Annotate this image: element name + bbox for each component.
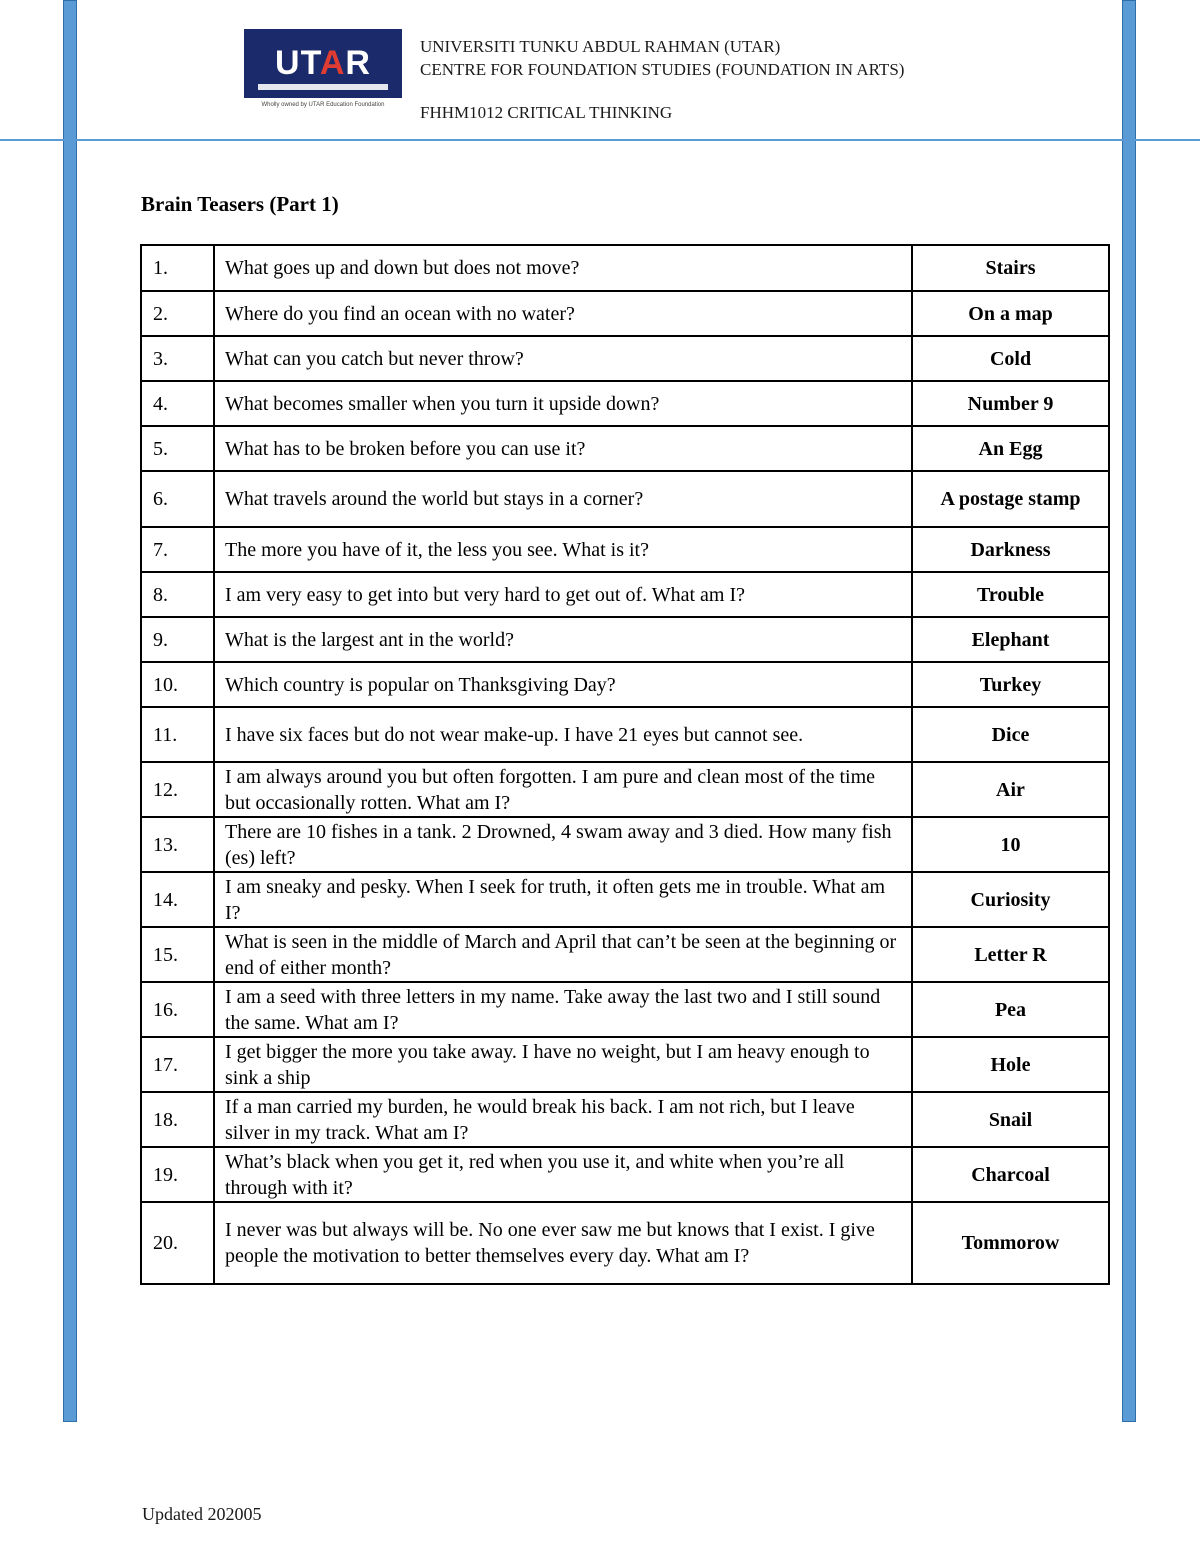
logo-caption	[244, 101, 402, 109]
row-number: 3.	[141, 336, 214, 381]
question-cell: What becomes smaller when you turn it upside down?	[214, 381, 912, 426]
row-number: 9.	[141, 617, 214, 662]
logo-text-end: R	[345, 44, 371, 82]
updated-footer: Updated 202005	[142, 1504, 262, 1524]
answer-cell: Dice	[912, 707, 1109, 762]
row-number: 17.	[141, 1037, 214, 1092]
frame-left-bar	[63, 0, 77, 1422]
logo-caption-line: Wholly owned by UTAR Education Foundation	[261, 102, 385, 108]
answer-cell: Curiosity	[912, 872, 1109, 927]
row-number: 18.	[141, 1092, 214, 1147]
question-cell: What travels around the world but stays in a corner?	[214, 471, 912, 527]
question-cell: What goes up and down but does not move?	[214, 245, 912, 291]
question-cell: What has to be broken before you can use it?	[214, 426, 912, 471]
header-divider	[0, 139, 1200, 141]
question-cell: The more you have of it, the less you see. What is it?	[214, 527, 912, 572]
table-row	[141, 245, 1109, 291]
row-number: 13.	[141, 817, 214, 872]
question-cell: I have six faces but do not wear make-up. I have 21 eyes but cannot see.	[214, 707, 912, 762]
row-number: 12.	[141, 762, 214, 817]
question-cell: Which country is popular on Thanksgiving Day?	[214, 662, 912, 707]
question-cell: I am a seed with three letters in my name. Take away the last two and I still sound the same. What am I?	[214, 982, 912, 1037]
question-cell: If a man carried my burden, he would break his back. I am not rich, but I leave silver in my track. What am I?	[214, 1092, 912, 1147]
table-row	[141, 1147, 1109, 1202]
table-row	[141, 572, 1109, 617]
answer-cell: Cold	[912, 336, 1109, 381]
utar-logo	[244, 29, 402, 127]
answer-cell: Number 9	[912, 381, 1109, 426]
row-number: 7.	[141, 527, 214, 572]
table-row	[141, 336, 1109, 381]
row-number: 2.	[141, 291, 214, 336]
table-row	[141, 872, 1109, 927]
table-row	[141, 617, 1109, 662]
row-number: 5.	[141, 426, 214, 471]
table-row	[141, 982, 1109, 1037]
table-row	[141, 471, 1109, 527]
question-cell: Where do you find an ocean with no water?	[214, 291, 912, 336]
question-cell: I never was but always will be. No one ever saw me but knows that I exist. I give people the motivation to better themselves every day. What am I?	[214, 1202, 912, 1284]
row-number: 1.	[141, 245, 214, 291]
question-cell: I am always around you but often forgotten. I am pure and clean most of the time but occasionally rotten. What am I?	[214, 762, 912, 817]
answer-cell: On a map	[912, 291, 1109, 336]
answer-cell: Trouble	[912, 572, 1109, 617]
question-cell: What’s black when you get it, red when you use it, and white when you’re all through with it?	[214, 1147, 912, 1202]
question-cell: What is seen in the middle of March and April that can’t be seen at the beginning or end of either month?	[214, 927, 912, 982]
answer-cell: Hole	[912, 1037, 1109, 1092]
question-cell: I get bigger the more you take away. I have no weight, but I am heavy enough to sink a ship	[214, 1037, 912, 1092]
table-row	[141, 527, 1109, 572]
table-row	[141, 1202, 1109, 1284]
answer-cell: Elephant	[912, 617, 1109, 662]
logo-text-start: UT	[275, 44, 320, 82]
centre-name: CENTRE FOR FOUNDATION STUDIES (FOUNDATION IN ARTS)	[420, 60, 905, 79]
answer-cell: Air	[912, 762, 1109, 817]
question-cell: There are 10 fishes in a tank. 2 Drowned, 4 swam away and 3 died. How many fish (es) left?	[214, 817, 912, 872]
row-number: 19.	[141, 1147, 214, 1202]
question-cell: What is the largest ant in the world?	[214, 617, 912, 662]
row-number: 8.	[141, 572, 214, 617]
table-row	[141, 381, 1109, 426]
table-row	[141, 762, 1109, 817]
question-cell: I am sneaky and pesky. When I seek for truth, it often gets me in trouble. What am I?	[214, 872, 912, 927]
answer-cell: Darkness	[912, 527, 1109, 572]
row-number: 14.	[141, 872, 214, 927]
table-row	[141, 927, 1109, 982]
answer-cell: Charcoal	[912, 1147, 1109, 1202]
logo-wordmark	[254, 43, 392, 83]
logo-text-accent: A	[319, 44, 346, 82]
table-row	[141, 662, 1109, 707]
table-row	[141, 1037, 1109, 1092]
table-row	[141, 1092, 1109, 1147]
answer-cell: Pea	[912, 982, 1109, 1037]
answer-cell: Tommorow	[912, 1202, 1109, 1284]
university-name: UNIVERSITI TUNKU ABDUL RAHMAN (UTAR)	[420, 37, 781, 56]
row-number: 11.	[141, 707, 214, 762]
answer-cell: Letter R	[912, 927, 1109, 982]
question-cell: I am very easy to get into but very hard to get out of. What am I?	[214, 572, 912, 617]
course-code: FHHM1012 CRITICAL THINKING	[420, 103, 673, 122]
answer-cell: 10	[912, 817, 1109, 872]
row-number: 20.	[141, 1202, 214, 1284]
answer-cell: Snail	[912, 1092, 1109, 1147]
row-number: 16.	[141, 982, 214, 1037]
table-row	[141, 426, 1109, 471]
answer-cell: An Egg	[912, 426, 1109, 471]
brain-teaser-table	[140, 244, 1110, 1285]
logo-subtitle-strip	[258, 84, 388, 90]
page-title: Brain Teasers (Part 1)	[141, 192, 339, 216]
answer-cell: A postage stamp	[912, 471, 1109, 527]
row-number: 6.	[141, 471, 214, 527]
frame-right-bar	[1122, 0, 1136, 1422]
table-row	[141, 817, 1109, 872]
answer-cell: Stairs	[912, 245, 1109, 291]
answer-cell: Turkey	[912, 662, 1109, 707]
table-row	[141, 707, 1109, 762]
question-cell: What can you catch but never throw?	[214, 336, 912, 381]
table-row	[141, 291, 1109, 336]
row-number: 4.	[141, 381, 214, 426]
row-number: 15.	[141, 927, 214, 982]
row-number: 10.	[141, 662, 214, 707]
